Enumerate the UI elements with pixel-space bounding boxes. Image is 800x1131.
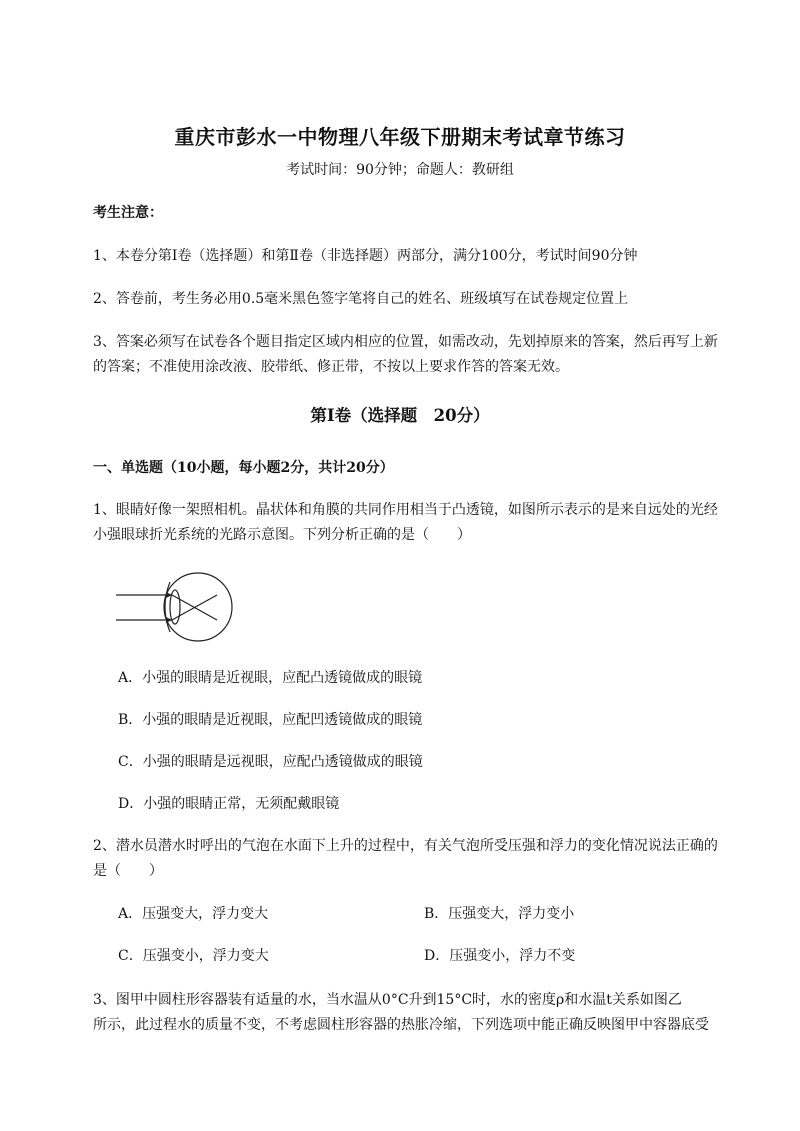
notice-item-2: 2、答卷前，考生务必用0.5毫米黑色签字笔将自己的姓名、班级填写在试卷规定位置上 (93, 291, 629, 307)
notice-item-3-line-2: 的答案；不准使用涂改液、胶带纸、修正带，不按以上要求作答的答案无效。 (93, 359, 569, 375)
q2-text-line-1: 2、潜水员潜水时呼出的气泡在水面下上升的过程中，有关气泡所受压强和浮力的变化情况说法正确的 (93, 838, 718, 854)
q1-option-c: C．小强的眼睛是远视眼，应配凸透镜做成的眼镜 (118, 754, 423, 770)
notice-heading: 考生注意： (93, 205, 163, 221)
q2-text-line-2: 是（ ） (93, 863, 163, 879)
notice-item-3-line-1: 3、答案必须写在试卷各个题目指定区域内相应的位置，如需改动，先划掉原来的答案，然后再写上新 (93, 334, 718, 350)
q3-text-line-2: 所示，此过程水的质量不变，不考虑圆柱形容器的热胀冷缩，下列选项中能正确反映图甲中容器底受 (93, 1017, 709, 1033)
q1-text-line-2: 小强眼球折光系统的光路示意图。下列分析正确的是（ ） (93, 527, 471, 543)
exam-info: 考试时间：90分钟；命题人：教研组 (286, 162, 514, 178)
q2-option-c: C．压强变小，浮力变大 (118, 948, 269, 964)
q1-text-line-1: 1、眼睛好像一架照相机。晶状体和角膜的共同作用相当于凸透镜，如图所示表示的是来自远处的光经 (93, 502, 718, 518)
part-heading: 一、单选题（10小题，每小题2分，共计20分） (93, 460, 394, 476)
q2-option-b: B．压强变大，浮力变小 (424, 906, 575, 922)
page-title: 重庆市彭水一中物理八年级下册期末考试章节练习 (174, 125, 626, 149)
q2-option-a: A．压强变大，浮力变大 (118, 906, 269, 922)
q1-option-b: B．小强的眼睛是近视眼，应配凹透镜做成的眼镜 (118, 712, 423, 728)
q1-option-d: D．小强的眼睛正常，无须配戴眼镜 (118, 796, 340, 812)
notice-item-1: 1、本卷分第Ⅰ卷（选择题）和第Ⅱ卷（非选择题）两部分，满分100分，考试时间90分钟 (93, 248, 638, 264)
eyeball-outline (164, 573, 232, 641)
section-title: 第Ⅰ卷（选择题 20分） (310, 406, 490, 425)
q2-option-d: D．压强变小，浮力不变 (424, 948, 576, 964)
q1-option-a: A．小强的眼睛是近视眼，应配凸透镜做成的眼镜 (118, 670, 423, 686)
q3-text-line-1: 3、图甲中圆柱形容器装有适量的水，当水温从0°C升到15°C时，水的密度ρ和水温t关系如图乙 (93, 992, 682, 1008)
eye-diagram (112, 568, 244, 646)
